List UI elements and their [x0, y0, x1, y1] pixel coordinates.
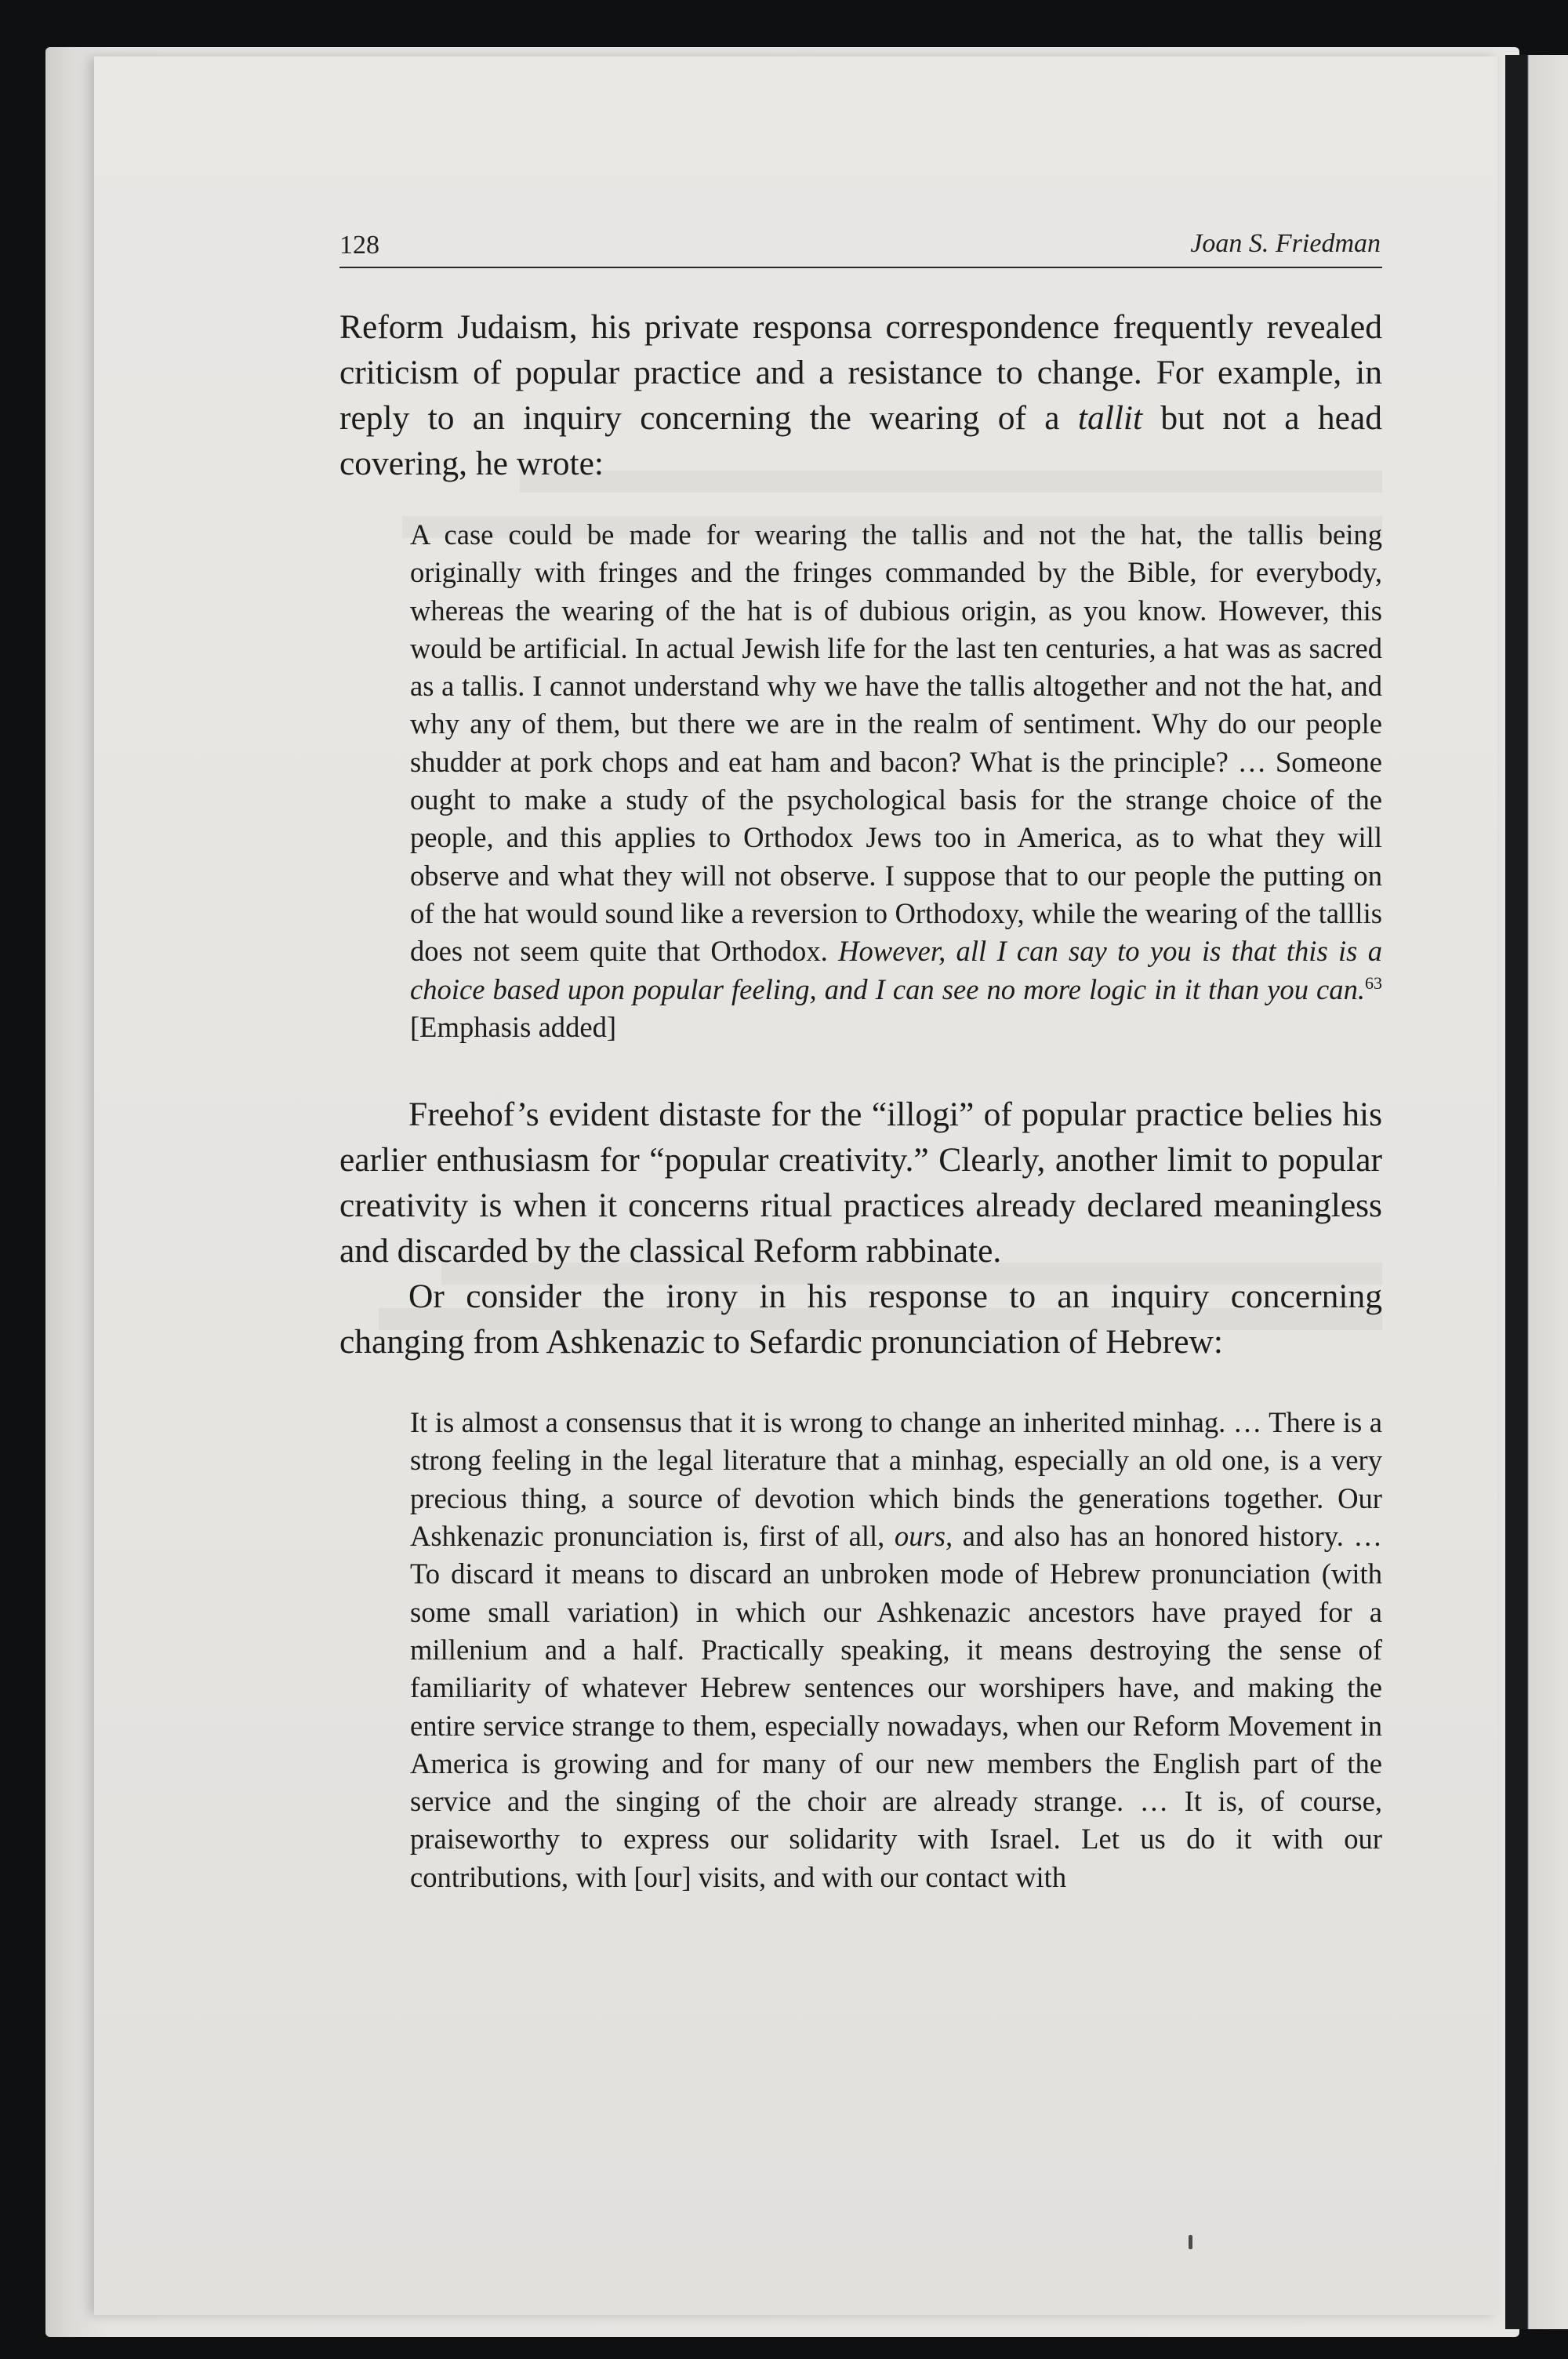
- quote-text: A case could be made for wearing the tallis and not the hat, the tallis being originally with fringes and the fringes commanded by the Bible, for everybody, whereas the wearing of the hat is of dubious origin, as you know. However, this would be artificial. In actual Jewish life for the last ten centuries, a hat was as sacred as a tallis. I cannot understand why we have the tallis altogether and not the hat, and why any of them, but there we are in the realm of sentiment. Why do our people shudder at pork chops and eat ham and bacon? What is the principle? … Someone ought to make a study of the psychological basis for the strange choice of the people, and this applies to Orthodox Jews too in America, as to what they will observe and what they will not observe. I suppose that to our people the putting on of the hat would sound like a reversion to Orthodoxy, while the wearing of the talllis does not seem quite that Orthodox.: [410, 518, 1382, 968]
- text-block: [339, 304, 1382, 1896]
- page-number: 128: [339, 231, 379, 260]
- quote-text: [Emphasis added]: [410, 1010, 617, 1043]
- body-paragraph: [339, 304, 1382, 486]
- quote-text: It is almost a consensus that it is wrong to change an inherited minhag. … There is a strong feeling in the legal literature that a minhag, especially an old one, is a very precious thing, a source of devotion which binds the generations together. Our Ashkenazic pronunciation is, first of all,: [410, 1406, 1382, 1553]
- quote-emphasis: However, all I can say to you is that this is a choice based upon popular feeling, and I can see no more logic in it than you can.: [410, 935, 1382, 1005]
- italic-term: tallit: [1077, 399, 1143, 437]
- body-paragraph: Freehof’s evident distaste for the “illogi” of popular practice belies his earlier enthusiasm for “popular creativity.” Clearly, another limit to popular creativity is when it concerns ritual practices already declared meaningless and discarded by the classical Reform rabbinate.: [339, 1096, 1382, 1270]
- block-quote: [410, 1404, 1382, 1896]
- quote-text: and also has an honored history. … To discard it means to discard an unbroken mode of Hebrew pronunciation (with some small variation) in which our Ashkenazic ancestors have prayed for a millenium and a half. Practically speaking, it means destroying the sense of familiarity of whatever Hebrew sentences our worshipers have, and making the entire service strange to them, especially nowadays, when our Reform Movement in America is growing and for many of our new members the English part of the service and the singing of the choir are already strange. … It is, of course, praiseworthy to express our solidarity with Israel. Let us do it with our contributions, with [our] visits, and with our contact with: [410, 1520, 1382, 1893]
- page-mark: [1189, 2235, 1192, 2249]
- paragraph-text: but not a head covering, he wrote:: [339, 399, 1382, 482]
- running-head: [339, 220, 1382, 268]
- facing-page-edge: [1505, 55, 1568, 2329]
- author-name: Joan S. Friedman: [1190, 229, 1381, 258]
- block-quote: [410, 516, 1382, 1046]
- paragraph-text: Reform Judaism, his private responsa correspondence frequently revealed criticism of popular practice and a resistance to change. For example, in reply to an inquiry concerning the wearing of a: [339, 308, 1382, 437]
- footnote-marker: 63: [1365, 972, 1382, 993]
- quote-emphasis: ours,: [894, 1520, 953, 1553]
- body-paragraph: Or consider the irony in his response to an inquiry concerning changing from Ashkenazic to Sefardic pronunciation of Hebrew:: [339, 1278, 1382, 1361]
